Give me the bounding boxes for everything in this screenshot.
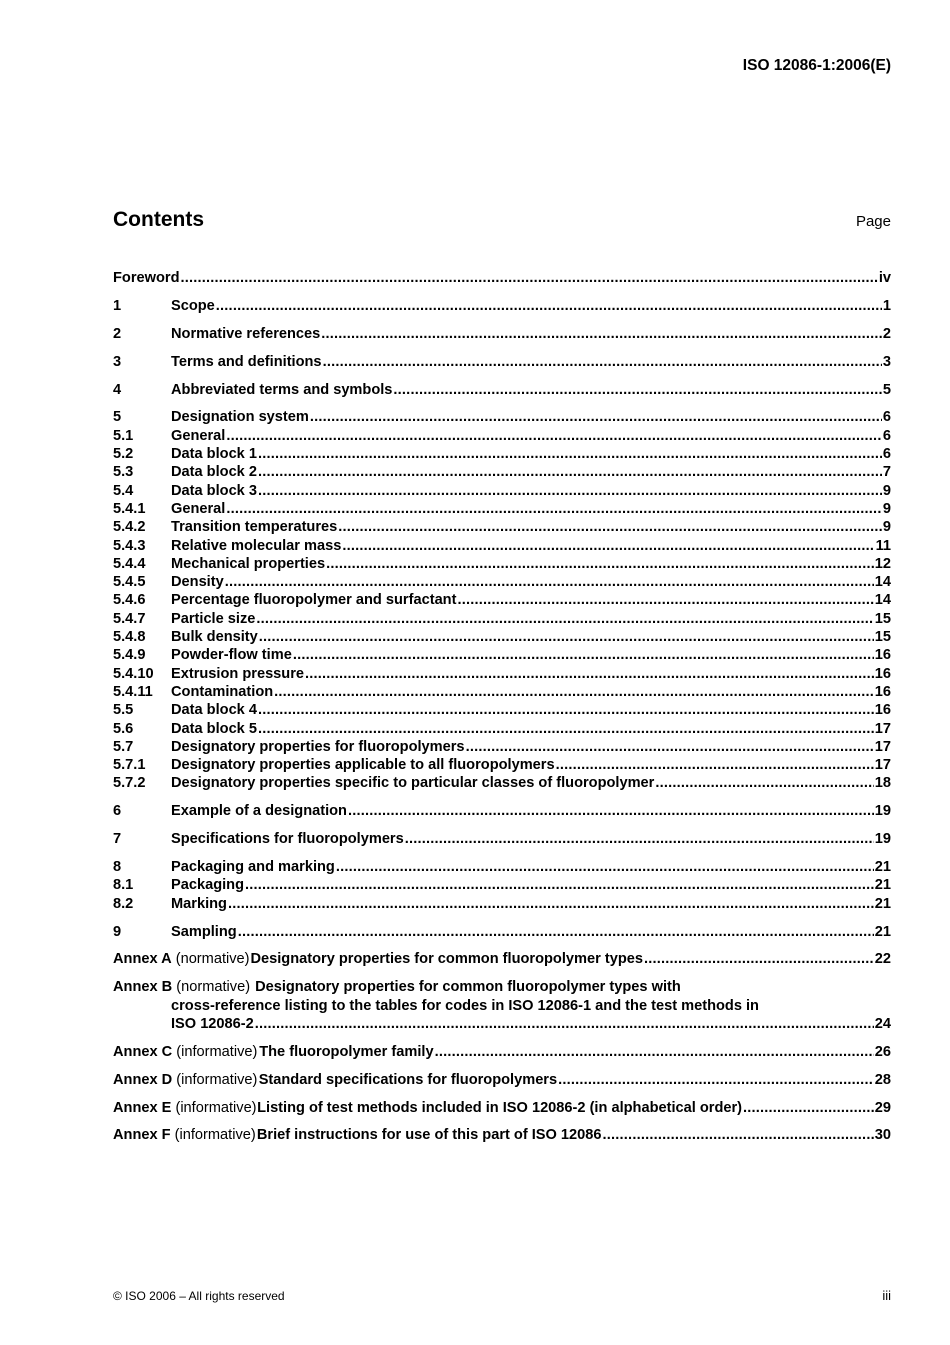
toc-entry-number: 5.4.8: [113, 629, 146, 646]
toc-entry-page: 29: [874, 1099, 891, 1116]
toc-entry[interactable]: [113, 325, 891, 343]
toc-entry-number: 5.7.1: [113, 757, 146, 774]
copyright-notice: © ISO 2006 – All rights reserved: [113, 1289, 285, 1303]
toc-entry-number: 5.4: [113, 482, 134, 499]
dot-leader: [216, 297, 882, 315]
dot-leader: [603, 1126, 874, 1144]
toc-entry[interactable]: [113, 408, 891, 426]
toc-entry[interactable]: [113, 353, 891, 371]
toc-entry[interactable]: [113, 463, 891, 481]
toc-entry-page: 30: [874, 1127, 891, 1144]
toc-entry[interactable]: [113, 427, 891, 445]
dot-leader: [226, 500, 882, 518]
toc-entry-page: 15: [874, 610, 891, 627]
toc-entry-number: 5.4.2: [113, 519, 146, 536]
toc-entry-page: 16: [874, 647, 891, 664]
toc-entry-number: 8.1: [113, 877, 134, 894]
toc-entry[interactable]: [113, 720, 891, 738]
page-title: Contents: [113, 208, 204, 231]
dot-leader: [457, 591, 873, 609]
toc-entry-title: Data block 2: [171, 464, 257, 481]
toc-entry-title: Designation system: [171, 409, 309, 426]
dot-leader: [743, 1099, 874, 1117]
annex-kind: (informative): [176, 1043, 258, 1060]
toc-entry-number: 5.4.4: [113, 555, 146, 572]
dot-leader: [228, 895, 874, 913]
toc-entry-page: 5: [882, 381, 891, 398]
dot-leader: [323, 353, 882, 371]
annex-label: Annex F: [113, 1127, 171, 1144]
toc-entry-page: 12: [874, 555, 891, 572]
annex-label: Annex A: [113, 951, 172, 968]
toc-entry-number: 5.4.9: [113, 647, 146, 664]
toc-entry-page: 9: [882, 519, 891, 536]
dot-leader: [274, 683, 874, 701]
toc-entry-page: 6: [882, 409, 891, 426]
toc-entry[interactable]: [113, 858, 891, 876]
table-of-contents: [113, 269, 891, 1145]
annex-kind: (informative): [174, 1127, 256, 1144]
toc-entry[interactable]: [113, 482, 891, 500]
toc-entry-page: 16: [874, 702, 891, 719]
toc-entry-page: 18: [874, 775, 891, 792]
toc-entry[interactable]: [113, 923, 891, 941]
dot-leader: [258, 720, 874, 738]
page-number: iii: [882, 1288, 891, 1303]
toc-entry-page: 26: [874, 1043, 891, 1060]
toc-entry-number: 5: [113, 409, 122, 426]
page-column-label: Page: [855, 213, 891, 230]
toc-entry-number: 6: [113, 803, 122, 820]
annex-title: The fluoropolymer family: [259, 1043, 434, 1060]
annex-title-line-1: Designatory properties for common fluoropolymer types with: [255, 979, 681, 996]
toc-entry-number: 9: [113, 923, 122, 940]
toc-entry-title: Abbreviated terms and symbols: [171, 381, 393, 398]
annex-title: Standard specifications for fluoropolymers: [258, 1071, 558, 1088]
toc-entry-title: Data block 1: [171, 446, 257, 463]
toc-annex-entry[interactable]: [113, 1071, 891, 1089]
toc-annex-entry[interactable]: [113, 978, 891, 1033]
toc-annex-entry[interactable]: [113, 1099, 891, 1117]
toc-entry-title: Normative references: [171, 325, 321, 342]
toc-entry-title: Contamination: [171, 683, 274, 700]
toc-entry[interactable]: [113, 665, 891, 683]
dot-leader: [258, 445, 882, 463]
annex-kind: (normative): [176, 979, 251, 996]
toc-entry-title: Designatory properties for fluoropolymers: [171, 738, 465, 755]
toc-entry-page: 17: [874, 738, 891, 755]
toc-entry[interactable]: [113, 628, 891, 646]
annex-label: Annex C: [113, 1043, 173, 1060]
dot-leader: [466, 738, 874, 756]
toc-entry-page: 28: [874, 1071, 891, 1088]
toc-entry[interactable]: [113, 876, 891, 894]
toc-entry-page: 21: [874, 923, 891, 940]
toc-annex-entry[interactable]: [113, 1126, 891, 1144]
dot-leader: [180, 269, 877, 287]
dot-leader: [226, 427, 882, 445]
toc-entry-title: Marking: [171, 895, 227, 912]
toc-entry-number: 1: [113, 297, 122, 314]
toc-entry[interactable]: [113, 518, 891, 536]
toc-entry-title: General: [171, 427, 226, 444]
toc-annex-entry[interactable]: [113, 1043, 891, 1061]
toc-entry-page: 1: [882, 297, 891, 314]
dot-leader: [258, 482, 882, 500]
toc-entry-title: Powder-flow time: [171, 647, 292, 664]
toc-entry-number: 5.4.7: [113, 610, 146, 627]
toc-entry-page: 19: [874, 803, 891, 820]
dot-leader: [405, 830, 874, 848]
toc-entry-page: 17: [874, 720, 891, 737]
dot-leader: [245, 876, 874, 894]
dot-leader: [256, 610, 873, 628]
annex-title: Designatory properties for common fluoropolymer types: [250, 951, 643, 968]
toc-entry-number: 5.7.2: [113, 775, 146, 792]
toc-entry-page: 3: [882, 353, 891, 370]
toc-entry-title: Specifications for fluoropolymers: [171, 831, 404, 848]
toc-entry-number: 5.4.5: [113, 574, 146, 591]
toc-entry-number: 4: [113, 381, 122, 398]
dot-leader: [310, 408, 882, 426]
toc-entry-title: Data block 4: [171, 702, 257, 719]
toc-entry[interactable]: [113, 802, 891, 820]
toc-entry-number: 5.3: [113, 464, 134, 481]
dot-leader: [259, 628, 874, 646]
toc-entry-page: 16: [874, 683, 891, 700]
toc-entry-number: 5.6: [113, 720, 134, 737]
toc-entry-title: Density: [171, 574, 224, 591]
annex-title: Brief instructions for use of this part of ISO 12086: [256, 1127, 602, 1144]
toc-entry-title: Data block 5: [171, 720, 257, 737]
dot-leader: [238, 923, 874, 941]
annex-label: Annex D: [113, 1071, 173, 1088]
toc-entry[interactable]: [113, 774, 891, 792]
toc-entry-number: 5.2: [113, 446, 134, 463]
dot-leader: [321, 325, 882, 343]
toc-entry-title: Designatory properties specific to particular classes of fluoropolymer: [171, 775, 655, 792]
dot-leader: [338, 518, 882, 536]
toc-entry-page: 22: [874, 951, 891, 968]
toc-entry-number: 8.2: [113, 895, 134, 912]
dot-leader: [655, 774, 873, 792]
toc-entry-page: 21: [874, 895, 891, 912]
toc-entry-number: 7: [113, 831, 122, 848]
dot-leader: [255, 1015, 874, 1033]
toc-entry[interactable]: [113, 537, 891, 555]
dot-leader: [558, 1071, 874, 1089]
toc-entry-title: Example of a designation: [171, 803, 347, 820]
toc-entry-title: Terms and definitions: [171, 353, 322, 370]
contents-title-row: [113, 208, 891, 232]
toc-entry-number: 5.4.1: [113, 500, 146, 517]
toc-entry-title: Transition temperatures: [171, 519, 338, 536]
toc-entry-page: 6: [882, 446, 891, 463]
dot-leader: [326, 555, 874, 573]
annex-label: Annex B: [113, 979, 173, 996]
toc-entry-number: 3: [113, 353, 122, 370]
toc-entry[interactable]: [113, 555, 891, 573]
annex-kind: (informative): [175, 1099, 257, 1116]
dot-leader: [305, 665, 874, 683]
toc-entry-title: Extrusion pressure: [171, 665, 305, 682]
toc-entry[interactable]: [113, 830, 891, 848]
toc-entry[interactable]: [113, 756, 891, 774]
toc-entry[interactable]: [113, 895, 891, 913]
toc-entry-title: Mechanical properties: [171, 555, 326, 572]
dot-leader: [348, 802, 874, 820]
toc-entry-title: Data block 3: [171, 482, 257, 499]
dot-leader: [644, 950, 874, 968]
toc-entry-number: 5.4.3: [113, 537, 146, 554]
annex-title-line-2: cross-reference listing to the tables for codes in ISO 12086-1 and the test methods in: [171, 997, 759, 1014]
toc-entry-page: 15: [874, 629, 891, 646]
annex-kind: (informative): [176, 1071, 258, 1088]
toc-entry-title: Relative molecular mass: [171, 537, 342, 554]
toc-entry-page: 11: [875, 537, 891, 554]
dot-leader: [258, 701, 874, 719]
toc-entry[interactable]: [113, 381, 891, 399]
toc-entry-number: 8: [113, 859, 122, 876]
dot-leader: [342, 537, 874, 555]
toc-entry-number: 5.4.10: [113, 665, 154, 682]
toc-entry-page: 9: [882, 482, 891, 499]
dot-leader: [258, 463, 882, 481]
toc-entry-page: 17: [874, 757, 891, 774]
toc-entry[interactable]: [113, 297, 891, 315]
toc-entry[interactable]: [113, 610, 891, 628]
dot-leader: [293, 646, 874, 664]
toc-entry-title: General: [171, 500, 226, 517]
toc-entry-title: Designatory properties applicable to all fluoropolymers: [171, 757, 555, 774]
toc-entry-title: Packaging: [171, 877, 244, 894]
toc-entry[interactable]: [113, 646, 891, 664]
dot-leader: [336, 858, 874, 876]
toc-entry-page: 14: [874, 592, 891, 609]
toc-entry-title: Scope: [171, 297, 215, 314]
toc-entry-page: 19: [874, 831, 891, 848]
annex-kind: (normative): [175, 951, 250, 968]
toc-entry-number: 5.1: [113, 427, 134, 444]
document-id: ISO 12086-1:2006(E): [742, 57, 891, 74]
toc-entry-page: 2: [882, 325, 891, 342]
annex-label: Annex E: [113, 1099, 172, 1116]
dot-leader: [225, 573, 874, 591]
toc-entry[interactable]: [113, 701, 891, 719]
toc-entry-number: 5.4.6: [113, 592, 146, 609]
toc-entry-page: iv: [878, 270, 891, 286]
dot-leader: [393, 381, 881, 399]
toc-entry-title: Particle size: [171, 610, 256, 627]
toc-entry-page: 9: [882, 500, 891, 517]
toc-entry-title: Sampling: [171, 923, 237, 940]
toc-entry-number: 2: [113, 325, 122, 342]
toc-entry-page: 21: [874, 877, 891, 894]
toc-entry[interactable]: [113, 591, 891, 609]
toc-entry-number: 5.7: [113, 738, 134, 755]
toc-entry-title: Foreword: [113, 270, 180, 286]
toc-entry-title: Packaging and marking: [171, 859, 335, 876]
dot-leader: [435, 1043, 874, 1061]
toc-entry-page: 21: [874, 859, 891, 876]
dot-leader: [556, 756, 874, 774]
toc-entry-number: 5.5: [113, 702, 134, 719]
toc-entry-page: 6: [882, 427, 891, 444]
toc-entry[interactable]: [113, 445, 891, 463]
toc-annex-entry[interactable]: [113, 950, 891, 968]
toc-entry-page: 24: [874, 1015, 891, 1032]
toc-entry[interactable]: [113, 738, 891, 756]
toc-entry[interactable]: [113, 269, 891, 287]
annex-title: Listing of test methods included in ISO 12086-2 (in alphabetical order): [257, 1099, 743, 1116]
toc-entry[interactable]: [113, 500, 891, 518]
annex-title-line-3: ISO 12086-2: [171, 1015, 254, 1032]
toc-entry-page: 16: [874, 665, 891, 682]
toc-entry[interactable]: [113, 683, 891, 701]
toc-entry-title: Percentage fluoropolymer and surfactant: [171, 592, 457, 609]
toc-entry-page: 7: [882, 464, 891, 481]
toc-entry-number: 5.4.11: [113, 683, 153, 700]
toc-entry-title: Bulk density: [171, 629, 258, 646]
toc-entry[interactable]: [113, 573, 891, 591]
toc-entry-page: 14: [874, 574, 891, 591]
